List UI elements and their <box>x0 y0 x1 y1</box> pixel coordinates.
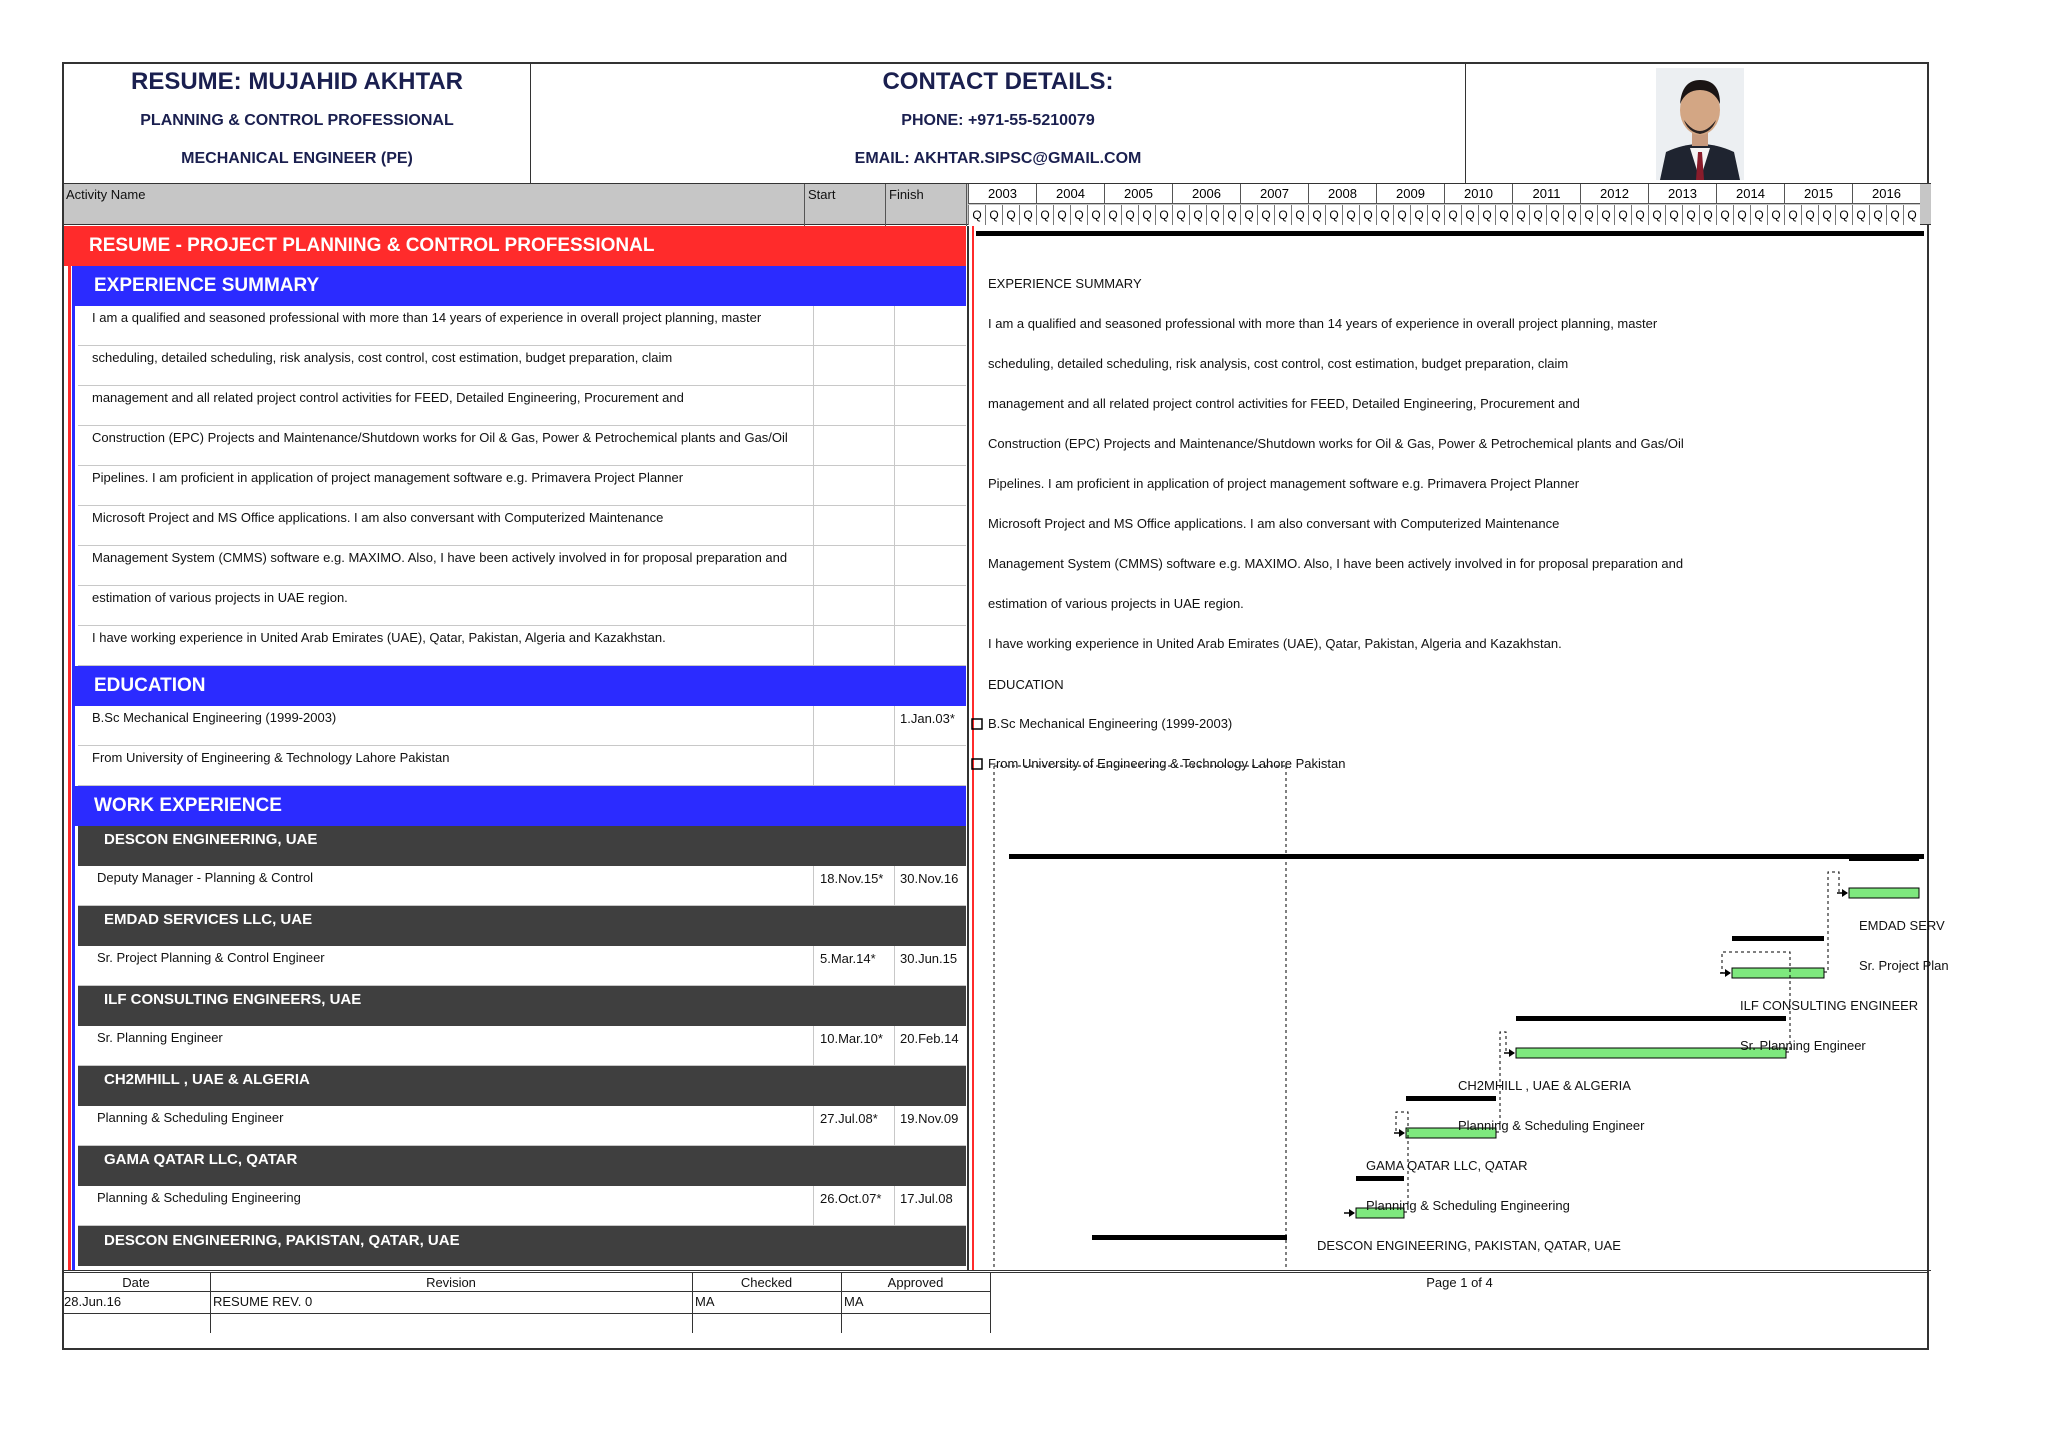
timescale-quarter: Q <box>1325 205 1342 225</box>
timescale-quarter: Q <box>1767 205 1784 225</box>
gantt-experience-line: Construction (EPC) Projects and Maintenance/Shutdown works for Oil & Gas, Power & Petrochemical plants and Gas/Oil <box>988 436 1684 451</box>
experience-line-row[interactable] <box>78 306 966 346</box>
activity-name: B.Sc Mechanical Engineering (1999-2003) <box>92 710 337 725</box>
timescale-quarter: Q <box>1223 205 1240 225</box>
summary-bar-overall <box>976 231 1924 236</box>
timescale-quarter: Q <box>1257 205 1274 225</box>
timescale-quarter: Q <box>1087 205 1104 225</box>
timescale-quarter: Q <box>1308 205 1325 225</box>
timescale-quarter: Q <box>1495 205 1512 225</box>
activity-bar <box>1849 888 1919 898</box>
column-header <box>64 183 1931 225</box>
activity-name: I have working experience in United Arab Emirates (UAE), Qatar, Pakistan, Algeria and Kazakhstan. <box>92 630 666 645</box>
contact-title: CONTACT DETAILS: <box>882 68 1114 95</box>
timescale-year: 2016 <box>1852 184 1920 204</box>
activity-name: Pipelines. I am proficient in application of project management software e.g. Primavera Project Planner <box>92 470 684 485</box>
footer-approved: MA <box>844 1294 864 1309</box>
timescale-quarter: Q <box>1716 205 1733 225</box>
timescale-quarter: Q <box>1563 205 1580 225</box>
name-block <box>64 64 531 183</box>
timescale-quarter: Q <box>1002 205 1019 225</box>
timescale-quarter: Q <box>1750 205 1767 225</box>
activity-name: From University of Engineering & Technology Lahore Pakistan <box>92 750 450 765</box>
timescale-quarter: Q <box>1240 205 1257 225</box>
experience-line-row[interactable] <box>78 586 966 626</box>
experience-line-row[interactable] <box>78 626 966 666</box>
company-row[interactable]: ILF CONSULTING ENGINEERS, UAE <box>78 986 966 1026</box>
timescale-quarter: Q <box>1461 205 1478 225</box>
company-summary-bar <box>1732 936 1824 941</box>
revision-footer <box>62 1272 1929 1350</box>
activity-name: Microsoft Project and MS Office applications. I am also conversant with Computerized Maintenance <box>92 510 664 525</box>
timescale-year: 2012 <box>1580 184 1648 204</box>
timescale-quarter: Q <box>1631 205 1648 225</box>
timescale-quarter: Q <box>1869 205 1886 225</box>
activity-start: 26.Oct.07* <box>820 1191 882 1206</box>
activity-name: I am a qualified and seasoned professional with more than 14 years of experience in overall project planning, master <box>92 310 762 325</box>
contact-block <box>531 64 1466 183</box>
gantt-education-line: From University of Engineering & Technology Lahore Pakistan <box>988 756 1346 771</box>
gantt-label-ch2m: CH2MHILL , UAE & ALGERIA <box>1458 1078 1631 1093</box>
subtitle-planning: PLANNING & CONTROL PROFESSIONAL <box>140 112 454 129</box>
resume-sheet <box>62 62 1949 1350</box>
activity-table <box>64 226 970 1270</box>
gantt-experience-line: I have working experience in United Arab Emirates (UAE), Qatar, Pakistan, Algeria and Kazakhstan. <box>988 636 1562 651</box>
company-row-descon-old[interactable]: DESCON ENGINEERING, PAKISTAN, QATAR, UAE <box>78 1226 966 1266</box>
dependency-arrowhead <box>1399 1129 1405 1137</box>
gantt-label-descon-old: DESCON ENGINEERING, PAKISTAN, QATAR, UAE <box>1317 1238 1621 1253</box>
activity-name: Sr. Project Planning & Control Engineer <box>97 950 325 965</box>
timescale-quarter: Q <box>1291 205 1308 225</box>
gantt-experience-line: management and all related project control activities for FEED, Detailed Engineering, Procurement and <box>988 396 1580 411</box>
activity-name: management and all related project control activities for FEED, Detailed Engineering, Procurement and <box>92 390 684 405</box>
gantt-experience-line: scheduling, detailed scheduling, risk analysis, cost control, cost estimation, budget preparation, claim <box>988 356 1569 371</box>
gantt-label-ilf: ILF CONSULTING ENGINEER <box>1740 998 1919 1013</box>
activity-start: 10.Mar.10* <box>820 1031 883 1046</box>
work-experience-band[interactable]: WORK EXPERIENCE <box>72 786 966 826</box>
role-row[interactable] <box>78 1106 966 1146</box>
timescale-year: 2004 <box>1036 184 1104 204</box>
timescale-year: 2015 <box>1784 184 1852 204</box>
timescale-quarter: Q <box>1580 205 1597 225</box>
gantt-experience-line: Microsoft Project and MS Office applications. I am also conversant with Computerized Maintenance <box>988 516 1560 531</box>
activity-start: 18.Nov.15* <box>820 871 884 886</box>
activity-name: scheduling, detailed scheduling, risk analysis, cost control, cost estimation, budget preparation, claim <box>92 350 673 365</box>
timescale-quarter: Q <box>1427 205 1444 225</box>
timescale-year: 2005 <box>1104 184 1172 204</box>
timescale-quarter: Q <box>1903 205 1920 225</box>
gantt-experience-line: Management System (CMMS) software e.g. MAXIMO. Also, I have been actively involved in for proposal preparation and <box>988 556 1684 571</box>
timescale-quarter: Q <box>1359 205 1376 225</box>
experience-line-row[interactable] <box>78 466 966 506</box>
gantt-chart <box>974 226 1949 1270</box>
timescale-quarter: Q <box>1478 205 1495 225</box>
activity-finish: 20.Feb.14 <box>900 1031 959 1046</box>
timescale-quarter: Q <box>1597 205 1614 225</box>
company-row[interactable]: GAMA QATAR LLC, QATAR <box>78 1146 966 1186</box>
gantt-experience-line: Pipelines. I am proficient in application of project management software e.g. Primavera Project Planner <box>988 476 1580 491</box>
col-finish[interactable]: Finish <box>889 187 924 202</box>
activity-finish: 30.Jun.15 <box>900 951 958 966</box>
footer-revision: RESUME REV. 0 <box>213 1294 313 1309</box>
company-summary-bar <box>1849 856 1919 861</box>
timescale-year: 2013 <box>1648 184 1716 204</box>
role-row[interactable] <box>78 1026 966 1066</box>
timescale-quarter: Q <box>1801 205 1818 225</box>
phone: PHONE: +971-55-5210079 <box>901 112 1095 129</box>
activity-bar <box>1732 968 1824 978</box>
activity-name: Management System (CMMS) software e.g. MAXIMO. Also, I have been actively involved in for proposal preparation and <box>92 550 788 565</box>
experience-line-row[interactable] <box>78 346 966 386</box>
gantt-label-gama-role: Planning & Scheduling Engineering <box>1366 1198 1570 1213</box>
role-row[interactable] <box>78 946 966 986</box>
activity-name: Planning & Scheduling Engineering <box>97 1190 301 1205</box>
timescale-quarter: Q <box>1886 205 1903 225</box>
timescale-quarter: Q <box>1053 205 1070 225</box>
timescale-quarter: Q <box>1342 205 1359 225</box>
company-row[interactable]: DESCON ENGINEERING, UAE <box>78 826 966 866</box>
timescale-quarter: Q <box>1121 205 1138 225</box>
milestone-education-2 <box>972 759 982 769</box>
timescale-year: 2014 <box>1716 184 1784 204</box>
footer-date-label: Date <box>122 1275 150 1290</box>
timescale-quarter: Q <box>1172 205 1189 225</box>
gantt-label-emdad: EMDAD SERV <box>1859 918 1945 933</box>
timescale-quarter: Q <box>1665 205 1682 225</box>
footer-approved-label: Approved <box>887 1275 944 1290</box>
education-line-row[interactable] <box>78 706 966 746</box>
role-row[interactable] <box>78 1186 966 1226</box>
experience-line-row[interactable] <box>78 386 966 426</box>
milestone-education-1 <box>972 719 982 729</box>
dependency-arrowhead <box>1509 1049 1515 1057</box>
activity-name: estimation of various projects in UAE region. <box>92 590 348 605</box>
timescale-year: 2009 <box>1376 184 1444 204</box>
timescale-quarter: Q <box>1070 205 1087 225</box>
subtitle-engineer: MECHANICAL ENGINEER (PE) <box>181 150 413 167</box>
timescale-quarter: Q <box>1682 205 1699 225</box>
timescale-quarter: Q <box>1019 205 1036 225</box>
dependency-link <box>1824 872 1839 972</box>
timescale-quarter: Q <box>1784 205 1801 225</box>
timescale-quarter: Q <box>1189 205 1206 225</box>
title-row[interactable]: RESUME - PROJECT PLANNING & CONTROL PROFESSIONAL <box>64 226 966 266</box>
experience-line-row[interactable] <box>78 546 966 586</box>
timescale-quarter: Q <box>1444 205 1461 225</box>
experience-line-row[interactable] <box>78 506 966 546</box>
col-activity-name[interactable]: Activity Name <box>66 187 146 202</box>
timescale-quarter: Q <box>985 205 1002 225</box>
timescale-year: 2007 <box>1240 184 1308 204</box>
profile-photo <box>1656 68 1744 180</box>
activity-finish: 19.Nov.09 <box>900 1111 959 1126</box>
timescale-year: 2008 <box>1308 184 1376 204</box>
activity-finish: 17.Jul.08 <box>900 1191 953 1206</box>
gantt-label-ilf-role: Sr. Planning Engineer <box>1740 1038 1866 1053</box>
summary-bar-work <box>1009 854 1924 859</box>
company-row[interactable]: CH2MHILL , UAE & ALGERIA <box>78 1066 966 1106</box>
dependency-arrowhead <box>1725 969 1731 977</box>
timescale-quarter: Q <box>1852 205 1869 225</box>
timescale-year: 2011 <box>1512 184 1580 204</box>
email: EMAIL: AKHTAR.SIPSC@GMAIL.COM <box>854 150 1142 167</box>
timescale-quarter: Q <box>1155 205 1172 225</box>
timescale-quarter: Q <box>1104 205 1121 225</box>
dependency-arrowhead <box>1842 889 1848 897</box>
resume-title: RESUME: MUJAHID AKHTAR <box>131 68 463 95</box>
timescale-quarter: Q <box>1274 205 1291 225</box>
timescale-year: 2006 <box>1172 184 1240 204</box>
activity-finish: 30.Nov.16 <box>900 871 959 886</box>
timescale-quarter: Q <box>1376 205 1393 225</box>
timescale-quarter: Q <box>1699 205 1716 225</box>
gantt-label-ch2m-role: Planning & Scheduling Engineer <box>1458 1118 1645 1133</box>
company-summary-bar <box>1092 1235 1287 1240</box>
activity-finish: 1.Jan.03* <box>900 711 955 726</box>
timescale-quarter: Q <box>968 205 985 225</box>
activity-start: 27.Jul.08* <box>820 1111 878 1126</box>
timescale-quarter: Q <box>1614 205 1631 225</box>
education-line-row[interactable] <box>78 746 966 786</box>
col-start[interactable]: Start <box>808 187 836 202</box>
timescale-quarter: Q <box>1818 205 1835 225</box>
timescale-quarter: Q <box>1733 205 1750 225</box>
activity-name: Deputy Manager - Planning & Control <box>97 870 314 885</box>
experience-line-row[interactable] <box>78 426 966 466</box>
gantt-label-experience: EXPERIENCE SUMMARY <box>988 276 1142 291</box>
footer-checked-label: Checked <box>740 1275 793 1290</box>
activity-name: Construction (EPC) Projects and Maintenance/Shutdown works for Oil & Gas, Power & Petrochemical plants and Gas/Oil <box>92 430 788 445</box>
timescale-quarter: Q <box>1512 205 1529 225</box>
company-summary-bar <box>1356 1176 1404 1181</box>
education-band[interactable]: EDUCATION <box>72 666 966 706</box>
company-summary-bar <box>1516 1016 1786 1021</box>
gantt-experience-line: I am a qualified and seasoned professional with more than 14 years of experience in overall project planning, master <box>988 316 1658 331</box>
timescale-quarter: Q <box>1835 205 1852 225</box>
activity-name: Planning & Scheduling Engineer <box>97 1110 284 1125</box>
gantt-experience-line: estimation of various projects in UAE region. <box>988 596 1244 611</box>
timescale-quarter: Q <box>1138 205 1155 225</box>
role-row[interactable] <box>78 866 966 906</box>
footer-date: 28.Jun.16 <box>64 1294 122 1309</box>
timescale-quarter: Q <box>1529 205 1546 225</box>
footer-checked: MA <box>695 1294 715 1309</box>
timescale-quarter: Q <box>1393 205 1410 225</box>
footer-page: Page 1 of 4 <box>1426 1275 1493 1290</box>
timescale-quarter: Q <box>1410 205 1427 225</box>
gantt-label-gama: GAMA QATAR LLC, QATAR <box>1366 1158 1528 1173</box>
gantt-lines <box>974 226 1929 1270</box>
timescale-quarter: Q <box>1206 205 1223 225</box>
gantt-education-line: B.Sc Mechanical Engineering (1999-2003) <box>988 716 1233 731</box>
footer-revision-label: Revision <box>426 1275 476 1290</box>
timescale-year: 2003 <box>968 184 1036 204</box>
timescale-year: 2010 <box>1444 184 1512 204</box>
dependency-arrowhead <box>1349 1209 1355 1217</box>
experience-summary-band[interactable]: EXPERIENCE SUMMARY <box>72 266 966 306</box>
timescale-quarter: Q <box>1036 205 1053 225</box>
company-summary-bar <box>1406 1096 1496 1101</box>
company-row[interactable]: EMDAD SERVICES LLC, UAE <box>78 906 966 946</box>
gantt-label-education: EDUCATION <box>988 677 1064 692</box>
activity-start: 5.Mar.14* <box>820 951 876 966</box>
gantt-label-emdad-role: Sr. Project Plan <box>1859 958 1949 973</box>
timescale-quarter: Q <box>1648 205 1665 225</box>
timescale-quarter: Q <box>1546 205 1563 225</box>
activity-name: Sr. Planning Engineer <box>97 1030 223 1045</box>
